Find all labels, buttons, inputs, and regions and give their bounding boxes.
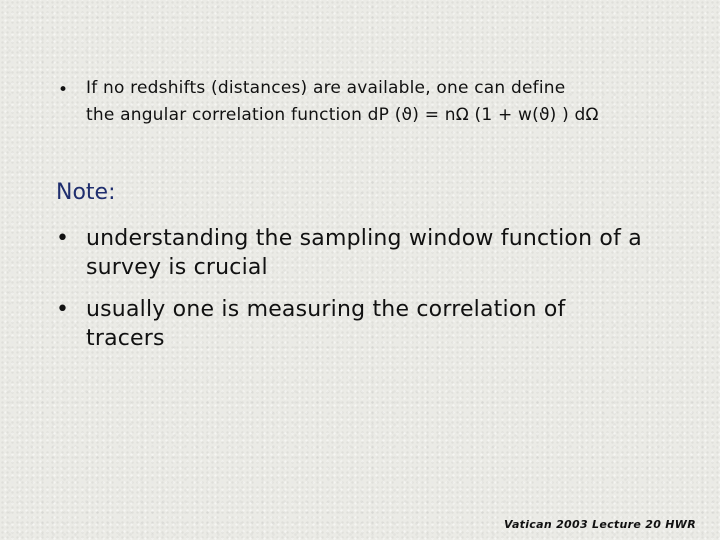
bullet1-line1: If no redshifts (distances) are available, one can define — [86, 78, 566, 98]
item2-line1: usually one is measuring the correlation of — [86, 297, 566, 322]
item1-line2: survey is crucial — [86, 255, 268, 280]
slide-footer: Vatican 2003 Lecture 20 HWR — [503, 518, 696, 531]
bullet-marker: • — [56, 297, 70, 322]
note-heading: Note: — [56, 180, 116, 205]
bullet-marker: • — [58, 80, 69, 100]
bullet1-line2: the angular correlation function dP (ϑ) = nΩ (1 + w(ϑ) ) dΩ — [86, 105, 599, 125]
item1-line1: understanding the sampling window function of a — [86, 226, 642, 251]
item2-line2: tracers — [86, 326, 165, 351]
bullet-marker: • — [56, 226, 70, 251]
